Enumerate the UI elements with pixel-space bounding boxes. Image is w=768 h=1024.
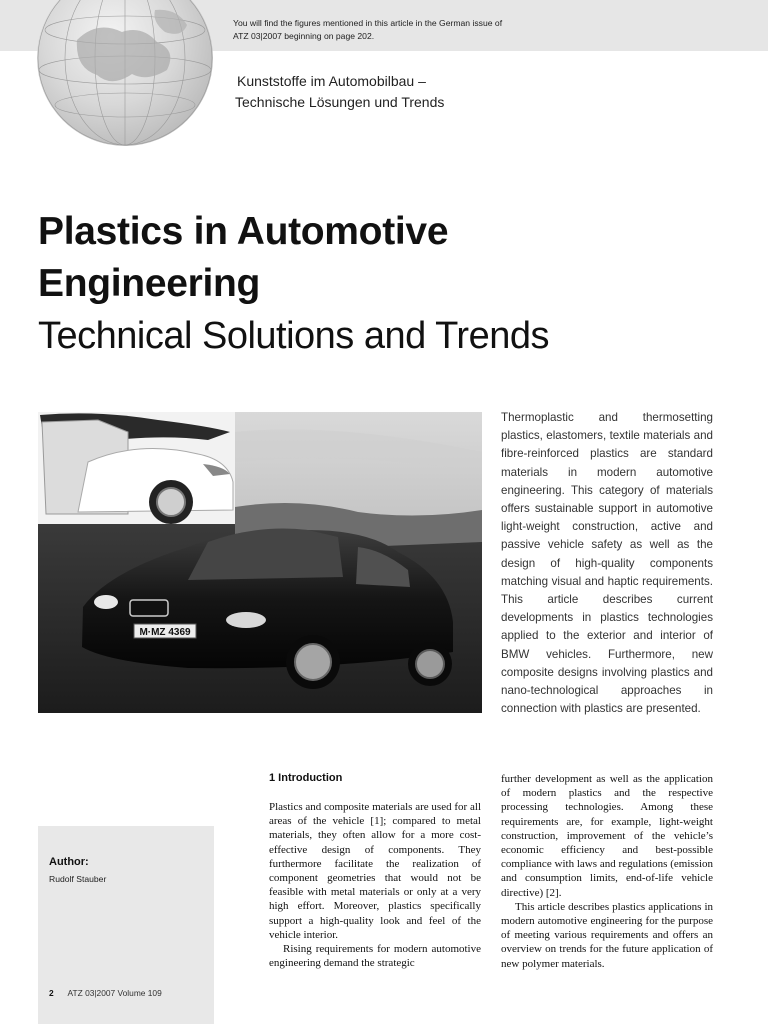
german-title-line: Kunststoffe im Automobilbau – xyxy=(237,73,426,89)
section-heading: 1 Introduction xyxy=(269,772,343,784)
paragraph: further development as well as the application of modern plastics and the respective processing technologies. Among these requirements are, for example, light-weight construction, improvement of the vehicle’s economic efficiency and best-possible compliance with laws and regulations (emission and consumption limits, end-of-life vehicle directive) [2]. xyxy=(501,773,713,899)
abstract-text: Thermoplastic and thermosetting plastics, elastomers, textile materials and fibre-reinforced plastics are standard materials in modern automotive engineering. This category of materials offers sustainable support in automotive light-weight construction, active and passive vehicle safety as well as the design of high-quality components matching visual and haptic requirements. This article describes current developments in plastics technologies applied to the exterior and interior of BMW vehicles. Furthermore, new composite designs involving plastics and nano-technological approaches in connection with plastics are presented. xyxy=(501,411,713,716)
car-photo xyxy=(38,412,482,713)
paragraph: Plastics and composite materials are used for all areas of the vehicle [1]; compared to metal materials, they often allow for a more cost-effective design of components. They furthermore facilitate the realization of component geometries that would not be feasible with metal materials or only at a very high effort. Moreover, plastics specifically support a high-quality look and feel of the vehicle interior. xyxy=(269,801,481,941)
figures-note-line: You will find the figures mentioned in this article in the German issue of xyxy=(233,18,503,28)
article-title xyxy=(38,206,448,310)
german-title-line: Technische Lösungen und Trends xyxy=(235,94,445,110)
paragraph: Rising requirements for modern automotive engineering demand the strategic xyxy=(269,943,481,970)
page-footer xyxy=(49,988,162,998)
author-label: Author: xyxy=(49,856,89,868)
figures-note xyxy=(233,17,502,43)
author-name: Rudolf Stauber xyxy=(49,874,107,884)
article-title-line: Plastics in Automotive xyxy=(38,210,449,253)
german-title xyxy=(237,71,444,113)
globe-image xyxy=(37,0,213,146)
page-number: 2 xyxy=(49,988,54,998)
article-title-line: Engineering xyxy=(38,262,261,305)
article-subtitle: Technical Solutions and Trends xyxy=(38,315,549,357)
paragraph: This article describes plastics applications in modern automotive engineering for the purpose of meeting various requirements and offers an overview on trends for the future application of new polymer materials. xyxy=(501,900,713,970)
license-plate: M·MZ 4369 xyxy=(139,627,191,638)
globe-grid-icon xyxy=(37,0,213,146)
figures-note-line: ATZ 03|2007 beginning on page 202. xyxy=(233,31,375,41)
body-column-1 xyxy=(269,800,481,970)
journal-info: ATZ 03|2007 Volume 109 xyxy=(67,988,162,998)
author-box xyxy=(38,826,214,1024)
body-column-2 xyxy=(501,772,713,971)
